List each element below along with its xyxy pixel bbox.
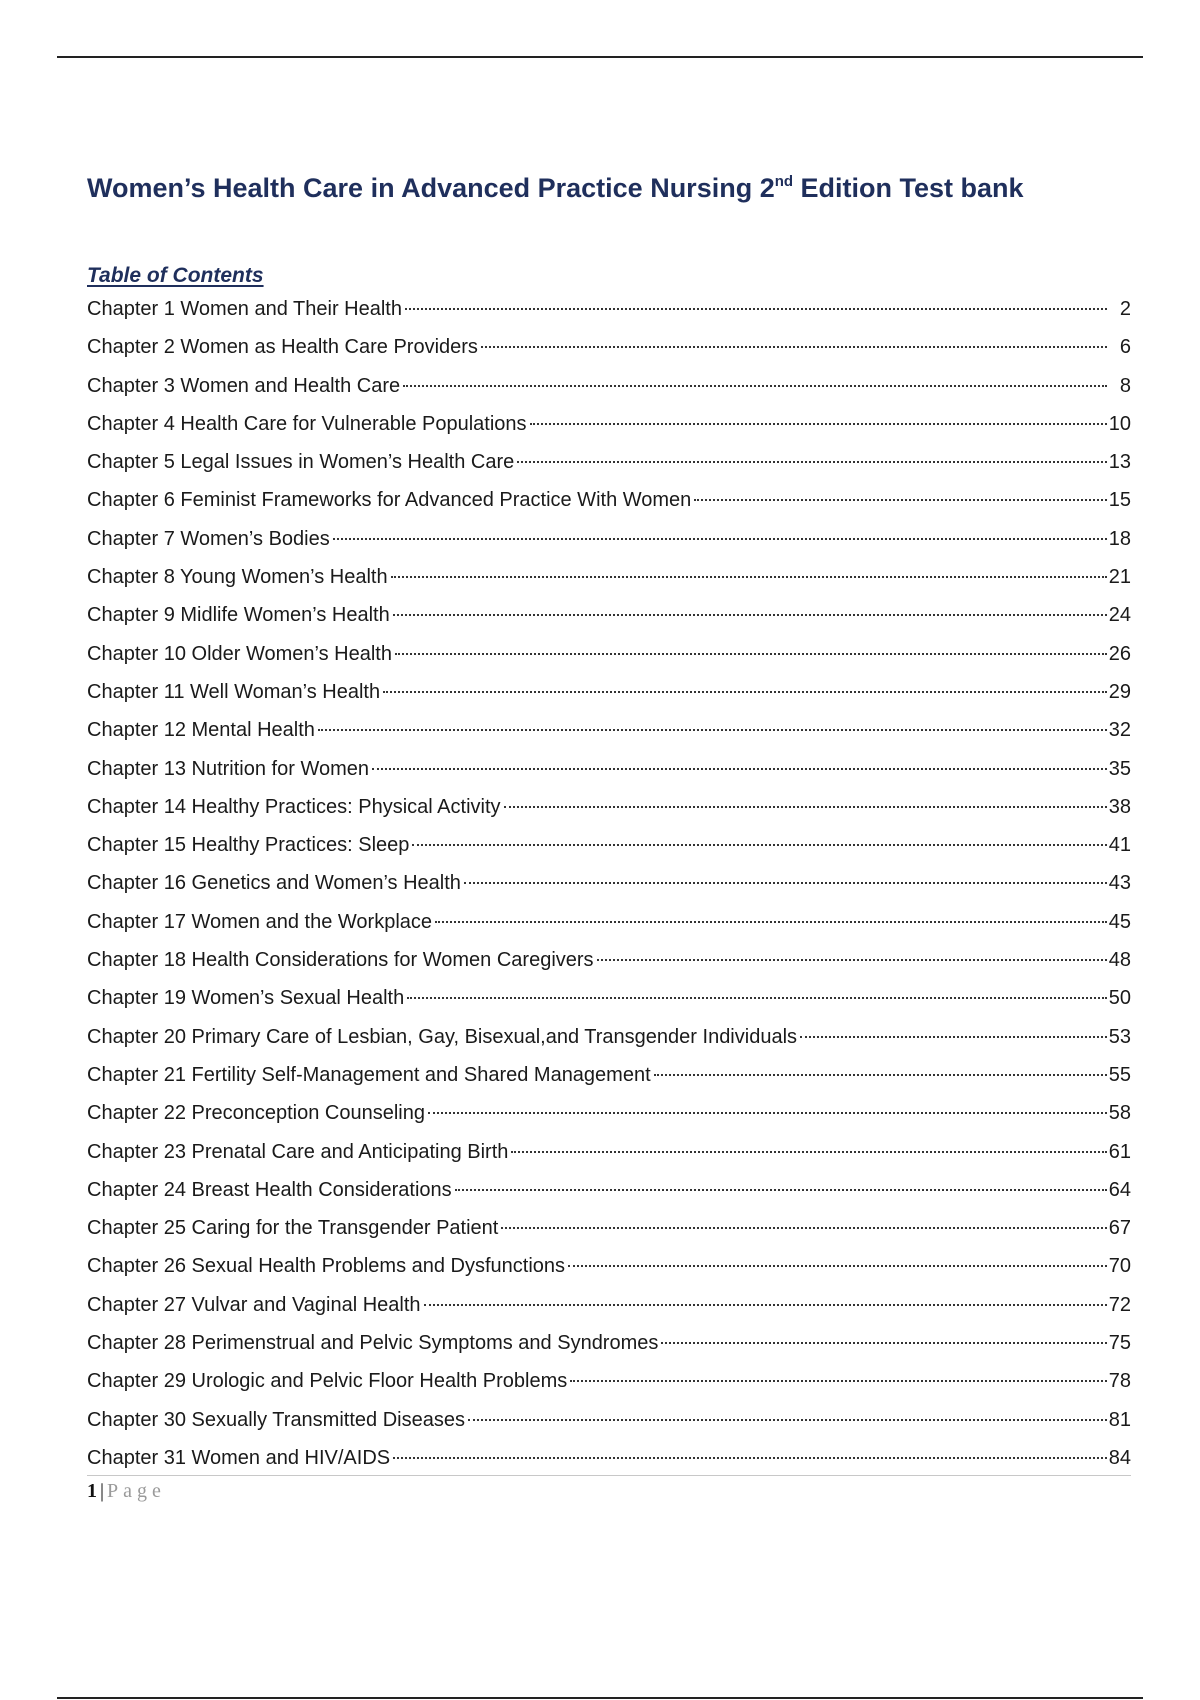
toc-dot-leader: [407, 997, 1107, 999]
toc-entry[interactable]: [87, 982, 1131, 1020]
toc-heading[interactable]: Table of Contents: [87, 264, 264, 287]
toc-entry-page: 8: [1119, 374, 1131, 397]
toc-entry-page: 75: [1108, 1332, 1131, 1355]
toc-entry-page: 6: [1119, 336, 1131, 359]
toc-dot-leader: [372, 768, 1107, 770]
toc-entry-page: 26: [1108, 642, 1131, 665]
toc-entry-title: Chapter 5 Legal Issues in Women’s Health Care: [87, 451, 515, 474]
toc-entry[interactable]: [87, 408, 1131, 446]
toc-entry[interactable]: [87, 1365, 1131, 1403]
toc-entry[interactable]: [87, 446, 1131, 484]
toc-entry-title: Chapter 24 Breast Health Considerations: [87, 1178, 452, 1201]
toc-entry-title: Chapter 1 Women and Their Health: [87, 298, 402, 320]
toc-entry-page: 72: [1108, 1293, 1131, 1316]
toc-entry-title: Chapter 17 Women and the Workplace: [87, 910, 433, 933]
table-of-contents: [87, 293, 1131, 1480]
toc-entry-page: 32: [1108, 719, 1131, 742]
toc-entry[interactable]: [87, 638, 1131, 676]
toc-entry-page: 21: [1108, 566, 1131, 589]
toc-entry[interactable]: [87, 599, 1131, 637]
toc-entry-page: 84: [1108, 1446, 1131, 1469]
toc-dot-leader: [395, 653, 1107, 655]
page-footer: [87, 1477, 166, 1505]
top-rule: [57, 56, 1143, 58]
toc-entry-page: 58: [1108, 1102, 1131, 1125]
toc-entry-page: 50: [1108, 987, 1131, 1010]
toc-entry-title: Chapter 20 Primary Care of Lesbian, Gay, Bisexual,and Transgender Individuals: [87, 1025, 798, 1048]
toc-entry-title: Chapter 9 Midlife Women’s Health: [87, 604, 390, 627]
toc-entry-page: 24: [1108, 604, 1131, 627]
toc-dot-leader: [800, 1036, 1107, 1038]
toc-entry-page: 35: [1108, 757, 1131, 780]
bottom-rule: [57, 1697, 1143, 1699]
toc-entry-page: 10: [1108, 412, 1131, 435]
toc-dot-leader: [568, 1265, 1107, 1267]
toc-dot-leader: [468, 1419, 1107, 1421]
toc-entry[interactable]: [87, 1250, 1131, 1288]
toc-dot-leader: [428, 1112, 1107, 1114]
toc-dot-leader: [403, 385, 1107, 387]
toc-entry[interactable]: [87, 1327, 1131, 1365]
toc-entry[interactable]: [87, 714, 1131, 752]
toc-dot-leader: [393, 1457, 1107, 1459]
toc-entry[interactable]: [87, 676, 1131, 714]
toc-entry-title: Chapter 13 Nutrition for Women: [87, 757, 369, 780]
toc-entry-title: Chapter 4 Health Care for Vulnerable Populations: [87, 412, 527, 435]
toc-entry[interactable]: [87, 331, 1131, 369]
toc-entry-page: 55: [1108, 1063, 1131, 1086]
toc-entry-title: Chapter 31 Women and HIV/AIDS: [87, 1446, 391, 1469]
toc-entry-title: Chapter 14 Healthy Practices: Physical Activity: [87, 795, 501, 818]
toc-entry-title: Chapter 23 Prenatal Care and Anticipating Birth: [87, 1140, 509, 1163]
toc-entry-page: 45: [1108, 910, 1131, 933]
toc-entry-title: Chapter 15 Healthy Practices: Sleep: [87, 834, 410, 857]
toc-entry-page: 64: [1108, 1178, 1131, 1201]
toc-dot-leader: [570, 1380, 1107, 1382]
toc-dot-leader: [435, 921, 1107, 923]
toc-dot-leader: [455, 1189, 1107, 1191]
toc-entry-page: 81: [1108, 1408, 1131, 1431]
footer-rule: [87, 1475, 1131, 1476]
toc-entry-page: 38: [1108, 795, 1131, 818]
toc-dot-leader: [412, 844, 1106, 846]
toc-dot-leader: [391, 576, 1107, 578]
toc-dot-leader: [383, 691, 1107, 693]
toc-dot-leader: [318, 729, 1107, 731]
toc-entry-page: 41: [1108, 834, 1131, 857]
toc-dot-leader: [501, 1227, 1106, 1229]
toc-dot-leader: [530, 423, 1107, 425]
toc-entry-title: Chapter 25 Caring for the Transgender Patient: [87, 1217, 499, 1240]
footer-separator: |: [100, 1480, 105, 1502]
toc-entry-title: Chapter 28 Perimenstrual and Pelvic Symptoms and Syndromes: [87, 1332, 659, 1355]
document-title: [87, 172, 1027, 205]
toc-entry-title: Chapter 30 Sexually Transmitted Diseases: [87, 1408, 465, 1431]
toc-entry-title: Chapter 21 Fertility Self-Management and Shared Management: [87, 1063, 651, 1086]
toc-dot-leader: [405, 308, 1107, 310]
toc-dot-leader: [661, 1342, 1106, 1344]
toc-entry-page: 15: [1108, 489, 1131, 512]
toc-dot-leader: [654, 1074, 1107, 1076]
toc-entry-title: Chapter 10 Older Women’s Health: [87, 642, 392, 665]
toc-entry-title: Chapter 11 Well Woman’s Health: [87, 680, 381, 703]
toc-entry-title: Chapter 18 Health Considerations for Women Caregivers: [87, 949, 594, 972]
title-main: Women’s Health Care in Advanced Practice Nursing 2: [87, 173, 775, 203]
toc-entry-title: Chapter 8 Young Women’s Health: [87, 566, 388, 589]
toc-entry[interactable]: [87, 1404, 1131, 1442]
toc-entry[interactable]: [87, 1289, 1131, 1327]
toc-dot-leader: [464, 882, 1107, 884]
toc-dot-leader: [694, 499, 1106, 501]
toc-entry-page: 48: [1108, 949, 1131, 972]
footer-page-number: 1: [87, 1480, 97, 1502]
toc-entry[interactable]: [87, 906, 1131, 944]
toc-dot-leader: [511, 1151, 1106, 1153]
toc-entry-title: Chapter 6 Feminist Frameworks for Advanced Practice With Women: [87, 489, 692, 512]
toc-dot-leader: [333, 538, 1107, 540]
toc-entry[interactable]: [87, 791, 1131, 829]
toc-entry-title: Chapter 26 Sexual Health Problems and Dysfunctions: [87, 1255, 566, 1278]
toc-entry[interactable]: [87, 753, 1131, 791]
toc-entry-page: 61: [1108, 1140, 1131, 1163]
toc-entry-page: 53: [1108, 1025, 1131, 1048]
toc-entry[interactable]: [87, 1136, 1131, 1174]
toc-dot-leader: [517, 461, 1106, 463]
toc-entry-title: Chapter 16 Genetics and Women’s Health: [87, 872, 461, 895]
toc-entry-title: Chapter 27 Vulvar and Vaginal Health: [87, 1293, 421, 1316]
toc-entry[interactable]: [87, 523, 1131, 561]
toc-entry[interactable]: [87, 1021, 1131, 1059]
toc-entry-page: 43: [1108, 872, 1131, 895]
footer-page-word: Page: [107, 1480, 166, 1502]
title-superscript: nd: [774, 173, 794, 190]
toc-entry-title: Chapter 2 Women as Health Care Providers: [87, 336, 478, 359]
toc-dot-leader: [393, 614, 1107, 616]
toc-entry-page: 18: [1108, 527, 1131, 550]
toc-entry-title: Chapter 29 Urologic and Pelvic Floor Health Problems: [87, 1370, 568, 1393]
title-tail: Edition Test bank: [793, 173, 1024, 203]
toc-entry-page: 67: [1108, 1217, 1131, 1240]
toc-entry-page: 29: [1108, 680, 1131, 703]
toc-entry-title: Chapter 12 Mental Health: [87, 719, 315, 742]
toc-entry[interactable]: [87, 867, 1131, 905]
toc-entry-title: Chapter 19 Women’s Sexual Health: [87, 987, 405, 1010]
toc-entry[interactable]: [87, 561, 1131, 599]
toc-entry-title: Chapter 22 Preconception Counseling: [87, 1102, 425, 1125]
toc-dot-leader: [597, 959, 1107, 961]
toc-entry[interactable]: [87, 1212, 1131, 1250]
toc-entry[interactable]: [87, 484, 1131, 522]
toc-entry-page: 78: [1108, 1370, 1131, 1393]
toc-entry-page: 2: [1119, 298, 1131, 320]
toc-dot-leader: [481, 346, 1107, 348]
toc-entry-page: 13: [1108, 451, 1131, 474]
toc-entry[interactable]: [87, 370, 1131, 408]
toc-entry[interactable]: [87, 829, 1131, 867]
toc-entry[interactable]: [87, 1097, 1131, 1135]
toc-dot-leader: [424, 1304, 1107, 1306]
toc-entry[interactable]: [87, 293, 1131, 331]
toc-entry[interactable]: [87, 1174, 1131, 1212]
toc-entry[interactable]: [87, 944, 1131, 982]
toc-dot-leader: [504, 806, 1107, 808]
toc-entry-title: Chapter 3 Women and Health Care: [87, 374, 401, 397]
toc-entry-page: 70: [1108, 1255, 1131, 1278]
toc-entry[interactable]: [87, 1059, 1131, 1097]
toc-entry-title: Chapter 7 Women’s Bodies: [87, 527, 330, 550]
